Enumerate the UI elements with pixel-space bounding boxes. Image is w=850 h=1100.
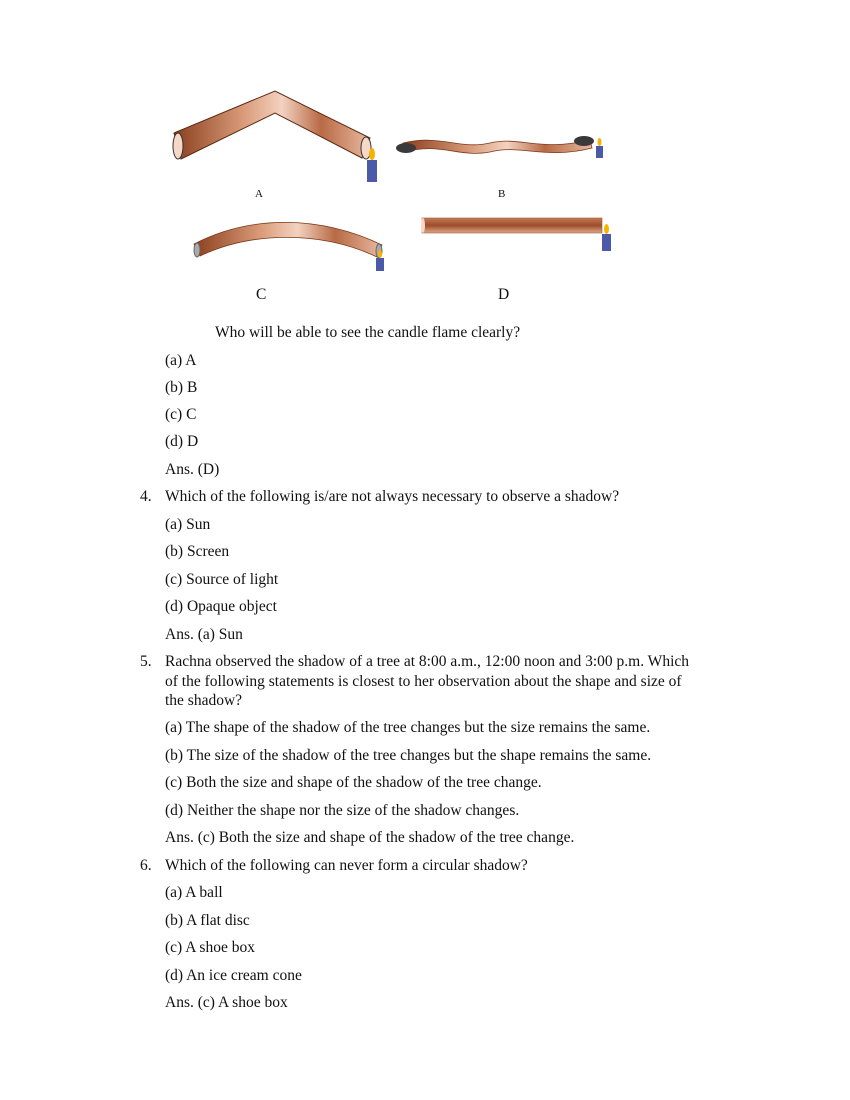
option: (d) Opaque object: [165, 598, 277, 615]
figure-label-b: B: [498, 188, 507, 200]
option: (a) Sun: [165, 516, 211, 533]
option: (c) Source of light: [165, 571, 279, 588]
pipe-a: [173, 91, 377, 182]
figure-label-d: D: [498, 286, 510, 303]
option: (c) C: [165, 406, 197, 423]
candle-icon: [376, 258, 384, 271]
question-3-text: Who will be able to see the candle flame clearly?: [215, 324, 521, 341]
pipe-c: [194, 222, 384, 271]
option: (d) Neither the shape nor the size of the shadow changes.: [165, 802, 520, 819]
option: (b) B: [165, 379, 198, 396]
question-4-text: Which of the following is/are not always necessary to observe a shadow?: [165, 488, 620, 505]
question-6-text: Which of the following can never form a circular shadow?: [165, 857, 528, 874]
candle-icon: [596, 146, 603, 158]
option: (d) An ice cream cone: [165, 967, 302, 984]
option: (a) A: [165, 352, 197, 369]
option: (b) A flat disc: [165, 912, 250, 929]
question-number: 4.: [140, 488, 152, 505]
question-number: 6.: [140, 857, 152, 874]
question-5-line: the shadow?: [165, 692, 243, 709]
pipes-figure: [0, 0, 850, 320]
figure-label-a: A: [255, 188, 264, 200]
option: (b) The size of the shadow of the tree changes but the shape remains the same.: [165, 747, 652, 764]
option: (a) A ball: [165, 884, 223, 901]
candle-icon: [602, 234, 611, 251]
candle-icon: [367, 160, 377, 182]
question-5-line: Rachna observed the shadow of a tree at 8:00 a.m., 12:00 noon and 3:00 p.m. Which: [165, 653, 690, 670]
question-number: 5.: [140, 653, 152, 670]
answer: Ans. (c) Both the size and shape of the shadow of the tree change.: [165, 829, 575, 846]
pipe-b: [396, 136, 603, 158]
option: (c) A shoe box: [165, 939, 255, 956]
option: (b) Screen: [165, 543, 230, 560]
answer: Ans. (a) Sun: [165, 626, 243, 643]
answer: Ans. (D): [165, 461, 220, 478]
figure-label-c: C: [256, 286, 267, 303]
pipe-d: [421, 218, 611, 251]
option: (d) D: [165, 433, 199, 450]
answer: Ans. (c) A shoe box: [165, 994, 288, 1011]
option: (a) The shape of the shadow of the tree changes but the size remains the same.: [165, 719, 651, 736]
question-5-line: of the following statements is closest to her observation about the shape and size of: [165, 673, 682, 690]
option: (c) Both the size and shape of the shadow of the tree change.: [165, 774, 542, 791]
